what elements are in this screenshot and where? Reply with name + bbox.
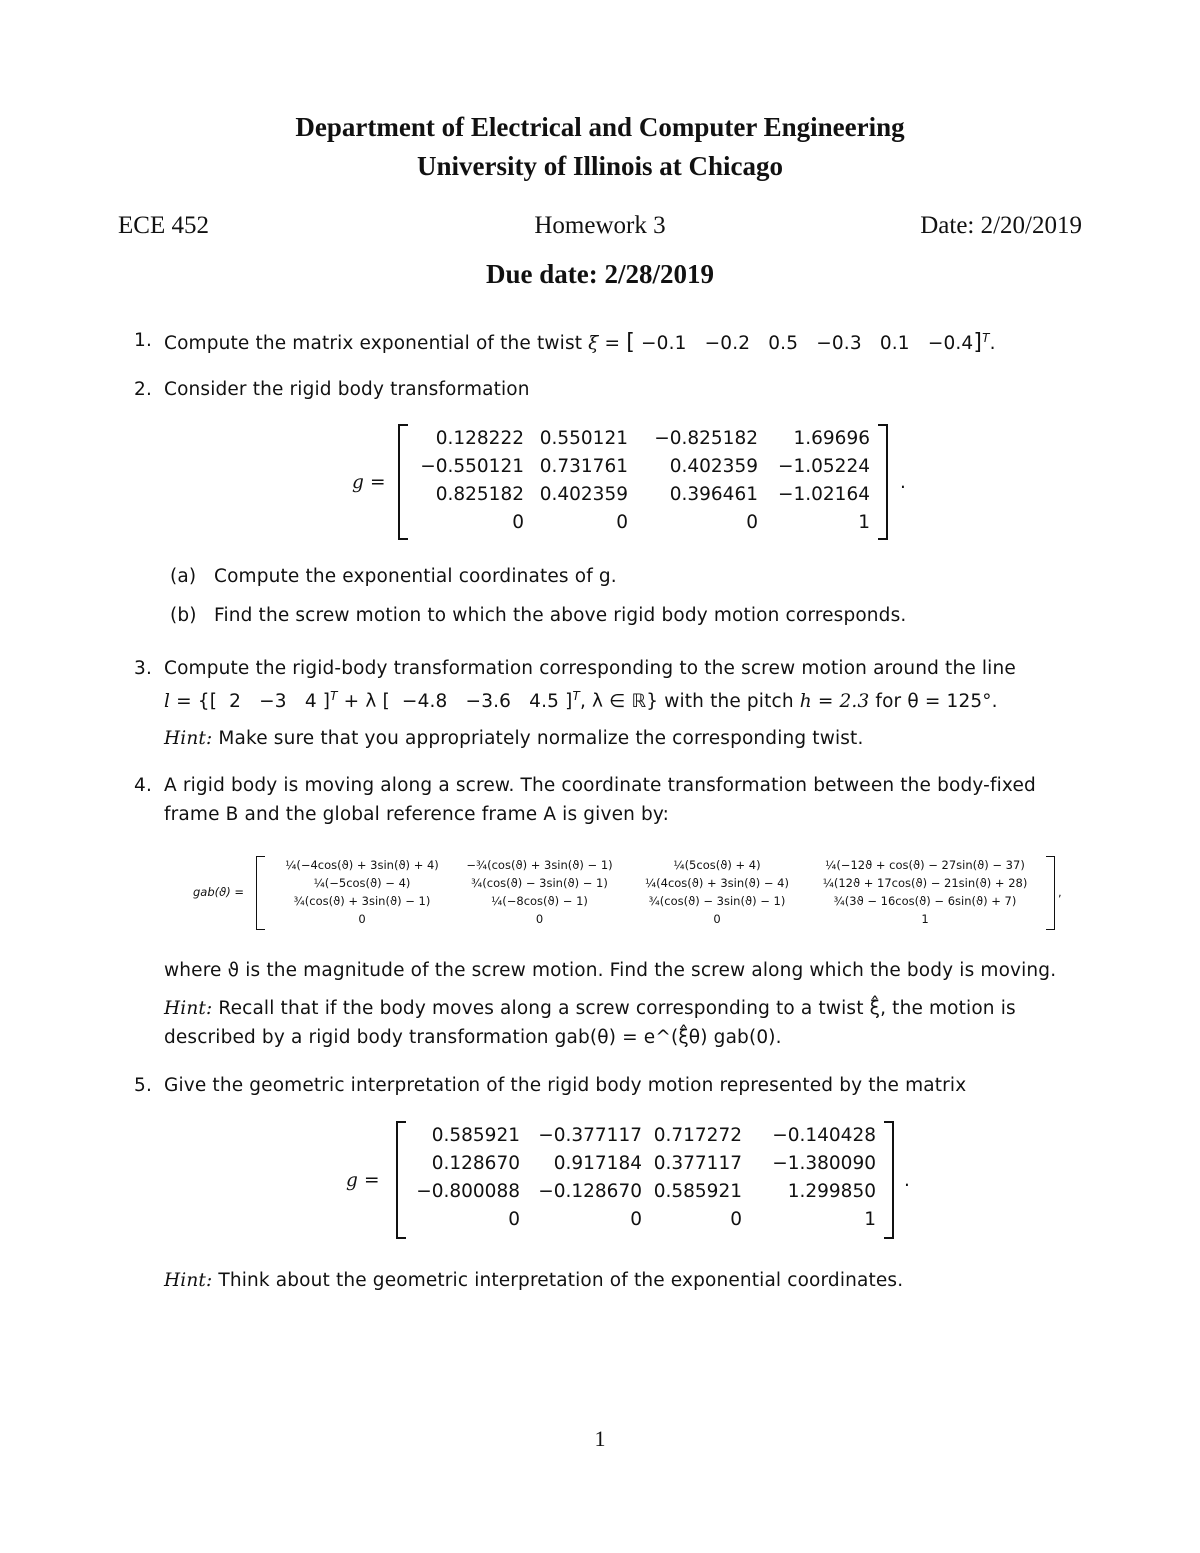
hint-label: Hint: xyxy=(164,1270,213,1291)
problem-4-after: where ϑ is the magnitude of the screw motion. Find the screw along which the body is moving. xyxy=(164,960,1057,981)
matrix-g5-period: . xyxy=(904,1170,911,1191)
gab-left-bracket xyxy=(256,856,265,930)
twist-v5: −0.4 xyxy=(927,333,974,354)
gab-cell: 0 xyxy=(713,912,721,926)
angle-text: for θ = 125°. xyxy=(875,691,998,713)
g5-cell: 1 xyxy=(864,1209,876,1230)
dir-2: 4.5 xyxy=(529,691,560,713)
g-cell: 0.550121 xyxy=(539,428,628,449)
g5-cell: 0.917184 xyxy=(553,1153,642,1174)
point-1: −3 xyxy=(259,691,287,713)
problem-1-number: 1. xyxy=(134,330,152,351)
g5-cell: 0.377117 xyxy=(653,1153,742,1174)
problem-3-number: 3. xyxy=(134,658,152,679)
hint-label: Hint: xyxy=(164,998,213,1019)
problem-3-hint xyxy=(164,728,864,749)
g5-cell: 0.585921 xyxy=(653,1181,742,1202)
g5-cell: 0.585921 xyxy=(431,1125,520,1146)
g5-cell: 0.128670 xyxy=(431,1153,520,1174)
problem-4-line1: A rigid body is moving along a screw. The coordinate transformation between the body-fixed xyxy=(164,775,1036,796)
pitch-value: h = 2.3 xyxy=(799,691,870,713)
gab-cell: ¾(cos(ϑ) + 3sin(ϑ) − 1) xyxy=(293,894,431,908)
gab-cell: ¾(cos(ϑ) − 3sin(ϑ) − 1) xyxy=(471,876,608,890)
g5-cell: −0.128670 xyxy=(538,1181,642,1202)
g5-cell: 0 xyxy=(730,1209,742,1230)
matrix-g5-left-bracket xyxy=(396,1121,406,1239)
g-cell: −0.825182 xyxy=(654,428,758,449)
problem-2a-text: Compute the exponential coordinates of g. xyxy=(214,566,617,587)
gab-cell: ¼(4cos(ϑ) + 3sin(ϑ) − 4) xyxy=(645,876,789,890)
gab-cell: ¾(cos(ϑ) − 3sin(ϑ) − 1) xyxy=(648,894,786,908)
problem-4-line2: frame B and the global reference frame A is given by: xyxy=(164,804,670,825)
hint-text: Make sure that you appropriately normalize the corresponding twist. xyxy=(218,728,864,749)
problem-2-number: 2. xyxy=(134,379,152,400)
g5-cell: −0.800088 xyxy=(416,1181,520,1202)
pitch-text: with the pitch xyxy=(664,691,794,713)
problem-2-text: Consider the rigid body transformation xyxy=(164,379,530,400)
course-code: ECE 452 xyxy=(118,212,209,239)
g-cell: 0.731761 xyxy=(539,456,628,477)
gab-cell: ¼(−4cos(ϑ) + 3sin(ϑ) + 4) xyxy=(285,858,439,872)
matrix-g-left-bracket xyxy=(398,424,408,540)
problem-4-number: 4. xyxy=(134,775,152,796)
matrix-g xyxy=(412,428,872,540)
gab-cell: 0 xyxy=(358,912,366,926)
gab-cell: ¼(−5cos(ϑ) − 4) xyxy=(313,876,411,890)
issue-date: Date: 2/20/2019 xyxy=(920,212,1082,239)
hint-label: Hint: xyxy=(164,728,213,749)
problem-4-hint-line1 xyxy=(164,998,1016,1019)
gab-cell: ¼(5cos(ϑ) + 4) xyxy=(673,858,761,872)
problem-2b-text: Find the screw motion to which the above rigid body motion corresponds. xyxy=(214,605,907,626)
page-number: 1 xyxy=(594,1426,606,1451)
g-cell: 1 xyxy=(858,512,870,533)
problem-5-hint xyxy=(164,1270,903,1291)
g-cell: 0.402359 xyxy=(539,484,628,505)
problem-4-hint-line2: described by a rigid body transformation gab(θ) = e^(ξ̂θ) gab(0). xyxy=(164,1027,782,1048)
twist-v0: −0.1 xyxy=(641,333,687,354)
problem-2b-label: (b) xyxy=(170,605,197,626)
gab-cell: ¼(12ϑ + 17cos(ϑ) − 21sin(ϑ) + 28) xyxy=(822,876,1028,890)
problem-5-text: Give the geometric interpretation of the rigid body motion represented by the matrix xyxy=(164,1075,967,1096)
point-2: 4 xyxy=(304,691,317,713)
twist-symbol: ξ xyxy=(588,333,599,354)
gab-label: gab(ϑ) = xyxy=(193,885,245,899)
matrix-g-period: . xyxy=(900,472,907,493)
g5-cell: 0.717272 xyxy=(653,1125,742,1146)
gab-cell: ¼(−12ϑ + cos(ϑ) − 27sin(ϑ) − 37) xyxy=(825,858,1025,872)
g-cell: 0 xyxy=(746,512,758,533)
g5-cell: −0.377117 xyxy=(538,1125,642,1146)
g-cell: 0.402359 xyxy=(669,456,758,477)
g-cell: 0.825182 xyxy=(435,484,524,505)
university-title: University of Illinois at Chicago xyxy=(416,151,783,181)
g-cell: 0 xyxy=(616,512,628,533)
g5-cell: 0 xyxy=(508,1209,520,1230)
matrix-g5-right-bracket xyxy=(884,1121,894,1239)
g5-cell: −1.380090 xyxy=(772,1153,876,1174)
g-cell: 0 xyxy=(512,512,524,533)
g-cell: −1.05224 xyxy=(777,456,870,477)
matrix-g5 xyxy=(408,1125,878,1237)
matrix-gab xyxy=(266,858,1046,930)
g-cell: −0.550121 xyxy=(420,456,524,477)
gab-cell: ¼(−8cos(ϑ) − 1) xyxy=(491,894,588,908)
g5-cell: 0 xyxy=(630,1209,642,1230)
problem-1-text: Compute the matrix exponential of the twist xyxy=(164,333,583,354)
matrix-g-label: g = xyxy=(352,472,386,493)
g-cell: 1.69696 xyxy=(793,428,870,449)
gab-cell: 0 xyxy=(535,912,544,926)
gab-cell: 1 xyxy=(921,912,929,926)
twist-v3: −0.3 xyxy=(816,333,862,354)
hint-text: Recall that if the body moves along a screw corresponding to a twist ξ̂, the motion is xyxy=(218,998,1016,1019)
problem-1: Compute the matrix exponential of the twist ξ = [ −0.1 −0.2 0.5 −0.3 0.1 −0.4]$^T$. xyxy=(164,330,996,355)
g-cell: 0.128222 xyxy=(435,428,524,449)
problem-3-line2: l = {[ 2 −3 4 ]$^T$ + λ [ −4.8 −3.6 4.5 ]$^T$, λ ∈ ℝ} with the pitch h = 2.3 for θ = 125°. xyxy=(164,689,998,713)
point-0: 2 xyxy=(229,691,242,713)
hint-text: Think about the geometric interpretation of the exponential coordinates. xyxy=(218,1270,904,1291)
problem-5-number: 5. xyxy=(134,1075,152,1096)
twist-v4: 0.1 xyxy=(879,333,910,354)
gab-cell: ¾(3ϑ − 16cos(ϑ) − 6sin(ϑ) + 7) xyxy=(833,894,1017,908)
matrix-g-right-bracket xyxy=(878,424,888,540)
g5-cell: 1.299850 xyxy=(787,1181,876,1202)
g5-cell: −0.140428 xyxy=(772,1125,876,1146)
gab-cell: −¾(cos(ϑ) + 3sin(ϑ) − 1) xyxy=(466,858,613,872)
twist-v2: 0.5 xyxy=(768,333,799,354)
g-cell: 0.396461 xyxy=(669,484,758,505)
department-title: Department of Electrical and Computer Engineering xyxy=(295,112,905,142)
problem-3-line1: Compute the rigid-body transformation corresponding to the screw motion around the line xyxy=(164,658,1016,679)
g-cell: −1.02164 xyxy=(777,484,870,505)
gab-right-bracket xyxy=(1046,856,1055,930)
dir-1: −3.6 xyxy=(465,691,512,713)
due-date: Due date: 2/28/2019 xyxy=(486,259,714,289)
twist-v1: −0.2 xyxy=(704,333,751,354)
assignment-title: Homework 3 xyxy=(534,212,666,239)
problem-2a-label: (a) xyxy=(170,566,197,587)
gab-comma: , xyxy=(1058,885,1062,899)
dir-0: −4.8 xyxy=(401,691,448,713)
matrix-g5-label: g = xyxy=(346,1170,380,1191)
